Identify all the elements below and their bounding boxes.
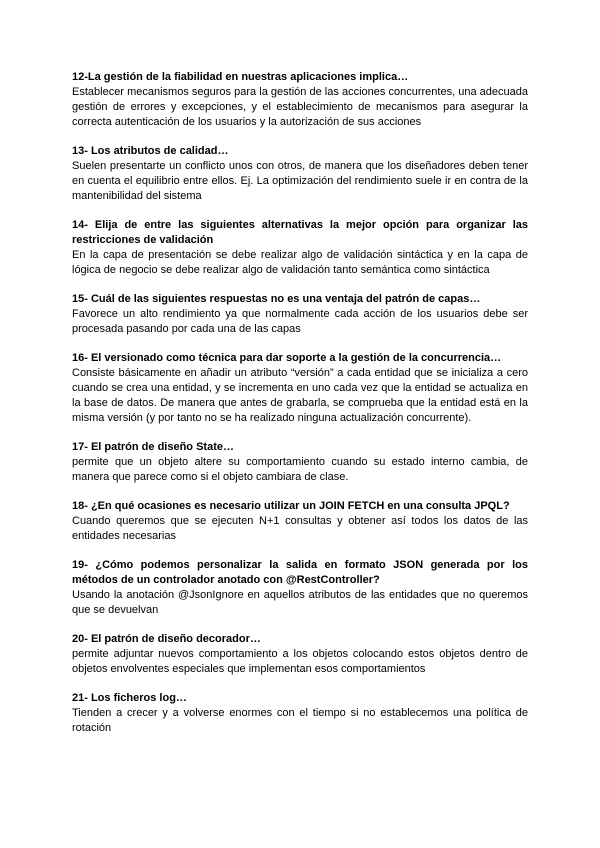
question-18: 18- ¿En qué ocasiones es necesario utilizar un JOIN FETCH en una consulta JPQL? <box>72 500 510 512</box>
question-15: 15- Cuál de las siguientes respuestas no es una ventaja del patrón de capas… <box>72 293 481 305</box>
answer-19: Usando la anotación @JsonIgnore en aquellos atributos de las entidades que no queremos que se devuelvan <box>72 589 528 616</box>
answer-18: Cuando queremos que se ejecuten N+1 consultas y obtener así todos los datos de las entidades necesarias <box>72 515 528 542</box>
question-20: 20- El patrón de diseño decorador… <box>72 633 261 645</box>
question-17: 17- El patrón de diseño State… <box>72 441 234 453</box>
answer-17: permite que un objeto altere su comportamiento cuando su estado interno cambia, de manera que parece como si el objeto cambiara de clase. <box>72 456 528 483</box>
question-14: 14- Elija de entre las siguientes alternativas la mejor opción para organizar las restricciones de validación <box>72 219 528 246</box>
answer-15: Favorece un alto rendimiento ya que normalmente cada acción de los usuarios debe ser procesada pasando por cada una de las capas <box>72 308 528 335</box>
qa-item-18 <box>72 499 528 544</box>
qa-item-13 <box>72 144 528 204</box>
answer-20: permite adjuntar nuevos comportamiento a los objetos colocando estos objetos dentro de objetos envolventes especiales que implementan esos comportamientos <box>72 648 528 675</box>
answer-21: Tienden a crecer y a volverse enormes con el tiempo si no establecemos una política de rotación <box>72 707 528 734</box>
qa-item-16 <box>72 351 528 426</box>
qa-item-15 <box>72 292 528 337</box>
qa-item-17 <box>72 440 528 485</box>
answer-14: En la capa de presentación se debe realizar algo de validación sintáctica y en la capa de lógica de negocio se debe realizar algo de validación tanto semántica como sintáctica <box>72 249 528 276</box>
qa-item-20 <box>72 632 528 677</box>
question-21: 21- Los ficheros log… <box>72 692 187 704</box>
answer-13: Suelen presentarte un conflicto unos con otros, de manera que los diseñadores deben tener en cuenta el equilibrio entre ellos. Ej. La optimización del rendimiento suele ir en contra de la mantenibilidad del sistema <box>72 160 528 202</box>
answer-16: Consiste básicamente en añadir un atributo “versión” a cada entidad que se inicializa a cero cuando se crea una entidad, y se incrementa en uno cada vez que la entidad se actualiza en la base de datos. De manera que antes de grabarla, se comprueba que la entidad está en la misma versión (y por tanto no se ha realizado ninguna actualización concurrente). <box>72 367 528 424</box>
qa-item-19 <box>72 558 528 618</box>
question-13: 13- Los atributos de calidad… <box>72 145 229 157</box>
document-page <box>72 70 528 750</box>
qa-item-21 <box>72 691 528 736</box>
question-19: 19- ¿Cómo podemos personalizar la salida en formato JSON generada por los métodos de un controlador anotado con @RestController? <box>72 559 528 586</box>
answer-12: Establecer mecanismos seguros para la gestión de las acciones concurrentes, una adecuada gestión de errores y excepciones, y el establecimiento de mecanismos para asegurar la correcta autenticación de los usuarios y la autorización de sus acciones <box>72 86 528 128</box>
qa-item-14 <box>72 218 528 278</box>
question-16: 16- El versionado como técnica para dar soporte a la gestión de la concurrencia… <box>72 352 502 364</box>
qa-item-12 <box>72 70 528 130</box>
question-12: 12-La gestión de la fiabilidad en nuestras aplicaciones implica… <box>72 71 409 83</box>
